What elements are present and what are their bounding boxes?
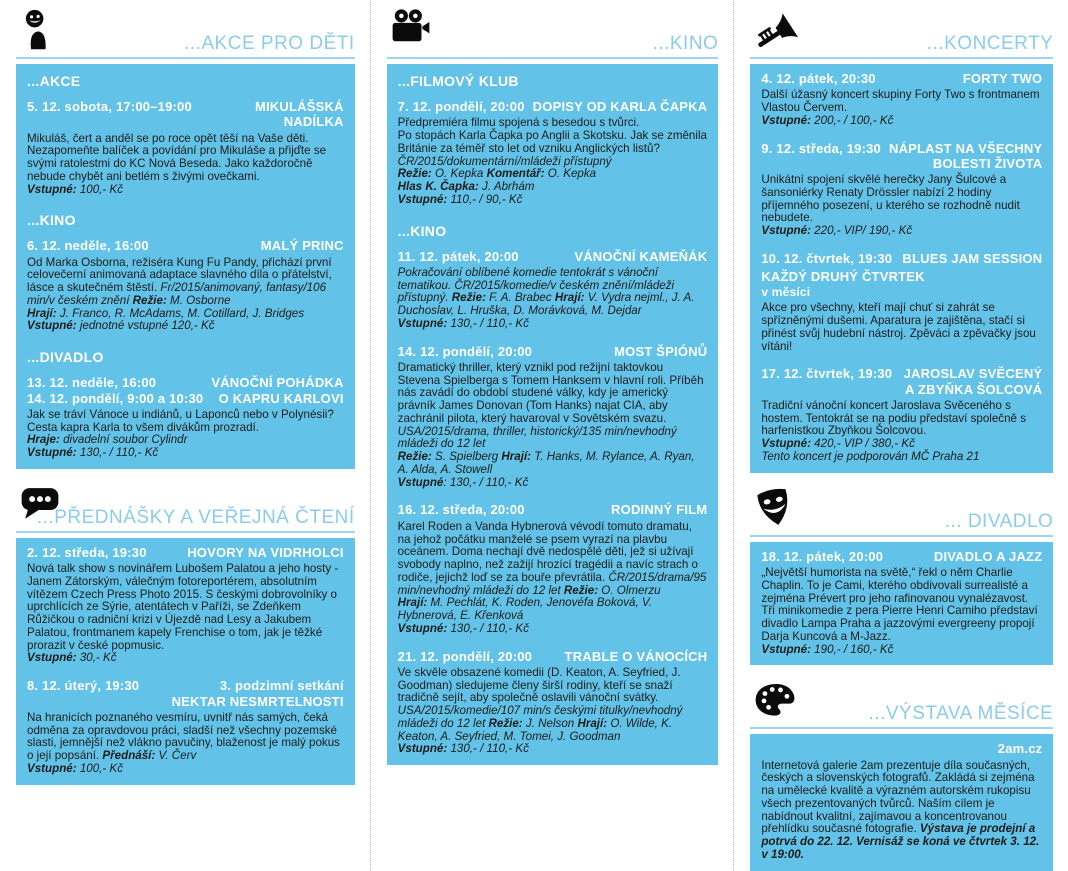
event-title-line: BLUES JAM SESSION <box>902 250 1043 266</box>
event-date: 17. 12. čtvrtek, 19:30 <box>761 366 893 382</box>
event-dates <box>761 549 883 564</box>
text-segment: Další úžasný koncert skupiny Forty Two s frontmanem Vlastou Červem. <box>761 88 1040 115</box>
event-dates <box>27 99 192 114</box>
text-segment: Vstupné: <box>761 437 815 451</box>
event-date: 16. 12. středa, 20:00 <box>397 502 525 518</box>
event-paragraph <box>27 184 344 197</box>
event-title-line: MIKULÁŠSKÁ <box>254 99 344 114</box>
event-paragraph <box>27 763 344 776</box>
text-segment: 130,- / 110,- Kč <box>450 316 529 330</box>
text-segment: jednotné vstupné 120,- Kč <box>79 319 215 333</box>
section-header <box>750 678 1053 725</box>
event-paragraph <box>761 644 1042 657</box>
text-segment: Vstupné: <box>27 446 80 460</box>
text-segment: Tradiční vánoční koncert Jaroslava Svěceného s hostem. Tentokrát se na podiu představí společně s harfenistkou Zbyňkou Šolcovou. <box>761 398 1027 438</box>
text-segment: F. A. Brabec <box>489 291 555 305</box>
text-segment: Přednáší: <box>102 749 159 763</box>
text-segment: Režie: <box>563 583 602 597</box>
event-paragraph <box>27 257 344 308</box>
text-segment: Vstupné: <box>27 651 80 665</box>
text-segment: Vstupné: <box>27 182 80 196</box>
text-segment: Režie: <box>488 716 526 730</box>
event <box>761 251 1042 353</box>
text-segment: Vstupné: <box>397 742 451 756</box>
text-segment: Unikátní spojení skvělé herečky Jany Šulcové a šansoniérky Renaty Drössler nabízí 2 hodiny příjemného posezení, u kterého se rozhodně nudit nebudete. <box>761 173 1020 225</box>
text-segment: Hrají: <box>577 716 611 730</box>
event-paragraph <box>398 743 708 756</box>
event-title-line: O KAPRU KARLOVI <box>218 390 344 406</box>
text-segment: J. Abrhám <box>482 180 535 194</box>
text-segment: 130,- / 110,- Kč <box>79 446 159 460</box>
text-segment: 130,- / 110,- Kč <box>450 742 529 756</box>
event-paragraph <box>398 477 708 490</box>
column-3 <box>733 0 1068 871</box>
section-header <box>750 8 1053 55</box>
section-header <box>387 8 719 55</box>
event-paragraph <box>27 320 344 333</box>
group-label: ...AKCE <box>27 73 81 89</box>
trumpet-icon <box>752 8 798 52</box>
text-segment: 220,- VIP/ 190,- Kč <box>814 224 913 238</box>
text-segment: J. Franco, R. McAdams, M. Cotillard, J. Bridges <box>59 306 305 320</box>
text-segment: Nová talk show s novinářem Lubošem Palatou a jeho hosty - Janem Zátorským, válečným fotoreportérem, absolutním vítězem Czech Press Photo 2015. S českými dobrovolníky o uprchlících ze Sýrie, atentátech v Paříži, se Zdeňkem Růžičkou o radniční krizi v Újezdě nad Lesy a Jakubem Palatou, frontmanem kapely Frenchise o tom, jak je těžké prorazit v české popmusic. <box>27 562 339 652</box>
text-segment: USA/2015/komedie/107 min/s českými titulky/nevhodný mládeži do 12 let <box>397 704 683 730</box>
text-segment: O. Kepka <box>547 167 597 181</box>
event-header <box>761 549 1042 564</box>
event-title <box>934 549 1042 564</box>
text-segment: T. Hanks, M. Rylance, A. Ryan, A. Alda, A. Stowell <box>397 450 695 476</box>
text-segment: Jak se tráví Vánoce u indiánů, u Laponců nebo v Polynésii? Cesta kapra Karla to všem divákům prozradí. <box>27 407 334 434</box>
event-paragraph <box>27 712 344 763</box>
event-title <box>565 649 708 664</box>
event <box>761 549 1042 657</box>
palette-icon <box>752 678 798 722</box>
event-header <box>398 649 708 664</box>
event-title <box>614 344 707 359</box>
text-segment: Hrají: <box>501 450 535 464</box>
text-segment: Vstupné: <box>761 113 815 127</box>
event-paragraph <box>398 267 708 318</box>
theater-mask-icon <box>752 486 798 532</box>
event-date: 6. 12. neděle, 16:00 <box>27 238 149 254</box>
text-segment: Režie: <box>451 291 490 305</box>
event-header <box>27 545 344 560</box>
text-segment: Vstupné: <box>27 319 80 333</box>
event-title <box>187 545 343 560</box>
group-label: ...FILMOVÝ KLUB <box>397 73 519 89</box>
event-title <box>211 375 343 406</box>
video-camera-icon <box>389 8 433 50</box>
program-section <box>750 486 1053 666</box>
text-segment: Vstupné: <box>397 192 451 206</box>
text-segment: Dramatický thriller, který vznikl pod režijní taktovkou Stevena Spielberga s Tomem Hanksem v hlavní roli. Příběh nás zavádí do období studené války, kdy je americký právník James Donovan (Tom Hanks) najat CIA, aby zachránil pilota, který havaroval v Sovětském svazu. <box>397 360 704 425</box>
event-dates <box>398 649 532 664</box>
event-title-line: BOLESTI ŽIVOTA <box>932 155 1043 171</box>
event-dates <box>761 251 892 266</box>
text-segment: Komentář: <box>486 167 548 181</box>
text-segment: Mikuláš, čert a anděl se po roce opět těší na Vaše děti. Nezapomeňte balíček a povídání pro Mikuláše a přijďte se svými ratolestmi do KC Nová Beseda. Jako každoročně nebude chybět ani betlém s živými ovečkami. <box>27 131 327 183</box>
event-title-line: RODINNÝ FILM <box>611 502 708 518</box>
program-section <box>16 482 355 785</box>
text-segment: Režie: <box>397 450 436 464</box>
event-date: 14. 12. pondělí, 9:00 a 10:30 <box>27 390 204 406</box>
program-section <box>750 678 1053 870</box>
text-segment: 200,- / 100,- Kč <box>814 113 894 127</box>
text-segment: V. Červ <box>158 749 197 763</box>
event-dates <box>27 238 149 253</box>
event-paragraph <box>761 302 1042 353</box>
event <box>398 649 708 757</box>
event-title-line: NADÍLKA <box>283 114 344 130</box>
event-paragraph <box>761 89 1042 115</box>
text-segment: Předpremiéra filmu spojená s besedou s tvůrci. <box>397 116 640 130</box>
text-segment: Pokračování oblíbené komedie tentokrát s vánoční tematikou. ČR/2015/komedie/v českém znění/mládeži přístupný. <box>397 265 675 305</box>
group-label: ...KINO <box>27 212 76 229</box>
text-segment: Vstupné: <box>761 642 815 656</box>
event-header <box>761 366 1042 397</box>
event-title <box>902 251 1042 266</box>
text-segment: Vstupné <box>397 475 444 489</box>
event-date: 18. 12. pátek, 20:00 <box>761 548 884 564</box>
event-header <box>27 99 344 130</box>
event <box>27 99 344 196</box>
event <box>398 99 708 207</box>
event <box>761 366 1042 463</box>
group-label: ...DIVADLO <box>27 349 104 366</box>
text-segment: Výstava je prodejní a potrvá do 22. 12. Vernisáž se koná ve čtvrtek 3. 12. v 19:00. <box>761 822 1040 861</box>
event-paragraph <box>398 667 708 744</box>
text-segment: Fr/2015/animovaný, fantasy/106 min/v českém znění <box>27 281 327 307</box>
event-dates <box>398 99 525 114</box>
section-rule <box>750 57 1053 59</box>
text-segment: O. Olmerzu <box>601 583 661 597</box>
child-icon <box>18 8 60 52</box>
event-date: 14. 12. pondělí, 20:00 <box>397 343 533 359</box>
text-segment: Vstupné: <box>27 761 80 775</box>
text-segment: Internetová galerie 2am prezentuje díla současných, českých a slovenských fotografů. Zakládá si zejména na umělecké kvalitě a výrazném autorském rukopisu všech prezentovaných tvůrců. Naším cílem je nabídnout kvalitní, zajímavou a koncentrovanou přehlídku současné fotografie. <box>761 758 1035 836</box>
event-paragraph <box>761 115 1042 128</box>
text-segment: 30,- Kč <box>79 651 117 665</box>
event-dates <box>761 71 875 86</box>
event-date: 8. 12. úterý, 19:30 <box>27 678 140 694</box>
event-paragraph <box>761 400 1042 438</box>
event <box>27 375 344 460</box>
text-segment: 100,- Kč <box>79 182 124 196</box>
section-title: ...VÝSTAVA MĚSÍCE <box>868 703 1054 725</box>
event-paragraph <box>27 409 344 435</box>
event-group <box>398 73 708 207</box>
section-title: ...PŘEDNÁŠKY A VEŘEJNÁ ČTENÍ <box>36 506 355 528</box>
group-label: ...KINO <box>397 222 447 239</box>
event-paragraph <box>27 652 344 665</box>
event-group <box>398 223 708 757</box>
event-paragraph <box>398 362 708 451</box>
event-group <box>761 549 1042 657</box>
event-title-line: A ZBYŇKA ŠOLCOVÁ <box>905 381 1043 397</box>
text-segment: M. Pechlát, K. Roden, Jenovéfa Boková, V. Hybnerová, E. Křenková <box>397 596 652 623</box>
event-title-line: VÁNOČNÍ POHÁDKA <box>211 375 344 391</box>
text-segment: Hrají: <box>397 596 431 610</box>
event-paragraph <box>27 563 344 652</box>
text-segment: Hrají: <box>554 291 588 305</box>
event-date: 13. 12. neděle, 16:00 <box>27 375 157 391</box>
event-paragraph <box>761 225 1042 238</box>
column-1 <box>0 0 370 871</box>
event-panel <box>16 538 355 785</box>
event-title <box>533 99 708 114</box>
text-segment: Po stopách Karla Čapka po Anglii a Skotsku. Jak se změnila Británie za téměř sto let od vzniku Anglických listů? <box>397 129 707 155</box>
event-paragraph <box>761 567 1042 644</box>
event-date: 5. 12. sobota, 17:00–19:00 <box>27 99 192 114</box>
event-header <box>398 99 708 114</box>
event-dates <box>398 249 519 264</box>
section-title: ... DIVADLO <box>944 510 1054 532</box>
event-dates <box>761 141 881 156</box>
text-segment: Vstupné: <box>761 224 815 238</box>
text-segment: 110,- / 90,- Kč <box>450 192 523 206</box>
section-rule <box>750 535 1053 537</box>
event-title-line: 3. podzimní setkání <box>219 678 344 694</box>
section-header <box>16 8 355 55</box>
text-segment: Na hranicích poznaného vesmíru, uvnitř nás samých, čeká odměna za opravdovou práci, sladší než všechny pozemské slasti, jemnější než vlákno pavučiny, blaženost je malý pokus o její popsání. <box>27 710 340 763</box>
event <box>761 141 1042 238</box>
text-segment: O. Wilde, K. Keaton, A. Seyfried, M. Tomei, J. Goodman <box>397 716 673 743</box>
section-header <box>16 482 355 529</box>
event-title <box>963 71 1043 86</box>
event-paragraph <box>398 451 708 477</box>
event-title-line: DOPISY OD KARLA ČAPKA <box>532 99 708 114</box>
event-title-line: MALÝ PRINC <box>260 238 344 254</box>
event-title-line: TRABLE O VÁNOCÍCH <box>564 648 708 664</box>
section-header <box>750 486 1053 533</box>
event-paragraph <box>761 451 1042 464</box>
event-date: 10. 12. čtvrtek, 19:30 <box>761 250 893 266</box>
event-group <box>27 349 344 460</box>
text-segment: Akce pro všechny, kteří mají chuť si zahrát se spřízněnými dušemi. Aparatura je zajištěna, stačí si přinést svůj hudební nástroj. Zpěváci a zpěvačky jsou vítáni! <box>761 301 1036 353</box>
event-title-line: NÁPLAST NA VŠECHNY <box>888 140 1043 156</box>
text-segment: 420,- VIP / 380,- Kč <box>814 437 915 451</box>
event <box>398 344 708 490</box>
text-segment: Od Marka Osborna, režiséra Kung Fu Pandy, přichází první celovečerní animovaná adaptace slavného díla o přátelství, lásce a skutečném štěstí. <box>27 255 332 295</box>
event-title <box>255 99 344 130</box>
event-subtitle: KAŽDÝ DRUHÝ ČTVRTEK <box>761 269 925 285</box>
text-segment: ČR/2015/drama/95 min/nevhodný mládeži do 12 let <box>397 570 707 597</box>
event-dates <box>27 678 139 693</box>
event-paragraph <box>398 318 708 331</box>
event <box>27 238 344 333</box>
event-dates <box>27 375 203 406</box>
event-panel <box>750 64 1053 473</box>
text-segment: ČR/2015/dokumentární/mládeži přístupný <box>397 154 612 168</box>
event-title <box>261 238 344 253</box>
event-title <box>904 366 1043 397</box>
column-2 <box>370 0 734 871</box>
event-panel <box>750 542 1053 666</box>
text-segment: J. Nelson <box>525 716 578 730</box>
event-header <box>761 141 1042 172</box>
section-title: ...KINO <box>652 33 719 54</box>
event-header <box>27 678 344 709</box>
section-rule <box>750 727 1053 729</box>
section-rule <box>16 531 355 533</box>
event-header <box>398 249 708 264</box>
event-header <box>761 741 1042 756</box>
event-panel <box>16 64 355 469</box>
text-segment: Tento koncert je podporován MČ Praha 21 <box>761 449 980 463</box>
event-date: 11. 12. pátek, 20:00 <box>397 248 519 264</box>
event-header <box>761 71 1042 86</box>
event-dates <box>398 502 525 517</box>
text-segment: USA/2015/drama, thriller, historický/135 min/nevhodný mládeži do 12 let <box>397 424 677 451</box>
event-title-line: NEKTAR NESMRTELNOSTI <box>171 693 344 709</box>
program-section <box>750 8 1053 473</box>
text-segment: Hlas K. Čapka: <box>397 180 483 194</box>
text-segment: M. Osborne <box>170 293 231 307</box>
event-panel <box>387 64 719 765</box>
event-title <box>172 678 344 709</box>
event-paragraph <box>27 447 344 460</box>
event <box>27 678 344 775</box>
text-segment: 100,- Kč <box>79 761 124 775</box>
event-paragraph <box>398 623 708 636</box>
text-segment: S. Spielberg <box>435 450 502 464</box>
event <box>398 249 708 331</box>
event <box>398 502 708 635</box>
event-date: 4. 12. pátek, 20:30 <box>761 71 876 86</box>
section-rule <box>387 57 719 59</box>
event-group <box>27 73 344 196</box>
event-paragraph <box>761 174 1042 225</box>
text-segment: V. Vydra nejml., J. A. Duchoslav, L. Hruška, D. Morávková, M. Dejdar <box>397 291 695 318</box>
program-section <box>387 8 719 765</box>
text-segment: Vstupné: <box>397 316 451 330</box>
event-paragraph <box>398 521 708 598</box>
event <box>761 71 1042 128</box>
event-date: 9. 12. středa, 19:30 <box>761 140 881 156</box>
event <box>27 545 344 665</box>
text-segment: Režie: <box>132 293 171 307</box>
event-paragraph <box>398 130 708 156</box>
text-segment: divadelní soubor Cylindr <box>63 433 188 447</box>
event-date: 21. 12. pondělí, 20:00 <box>397 648 533 664</box>
event-panel <box>750 734 1053 870</box>
event-title-line: MOST ŠPIÓNŮ <box>614 343 708 359</box>
event-group <box>27 212 344 333</box>
event <box>761 741 1042 861</box>
section-title: ...KONCERTY <box>926 33 1054 54</box>
event-date: 2. 12. středa, 19:30 <box>27 544 147 560</box>
event-group <box>761 741 1042 861</box>
event-title-line: HOVORY NA VIDRHOLCI <box>187 544 344 560</box>
text-segment: Karel Roden a Vanda Hybnerová vévodí tomuto dramatu, na jehož počátku manželé se psem vyrazí na plavbu oceánem. Doma nechají dvě nedospělé děti, jež si užívají svobody naplno, než zažijí hrozící tragédii a navíc strach o rodiče, jejichž loď se za bouře převrátila. <box>397 519 698 584</box>
text-segment: 130,- / 110,- Kč <box>450 621 529 635</box>
section-title: ...AKCE PRO DĚTI <box>184 33 355 54</box>
event-title <box>574 249 707 264</box>
text-segment: „Největší humorista na světě,“ řekl o něm Charlie Chaplin. To je Cami, kterého obdivovali surrealisté a zejména Prévert pro jeho rafinovanou vynalézavost. Tři minikomedie z pera Pierre Henri Camiho představí divadlo Lampa Praha a jazzovými evergreeny propojí Darja Kuncová a M-Jazz. <box>761 566 1038 643</box>
event-header <box>398 502 708 517</box>
text-segment: Hrají: <box>27 306 60 320</box>
event-paragraph <box>398 597 708 623</box>
event-title-line: FORTY TWO <box>962 71 1043 86</box>
section-rule <box>16 57 355 59</box>
text-segment: 190,- / 160,- Kč <box>814 642 894 656</box>
text-segment: O. Kepka <box>435 167 487 181</box>
event-title-line: 2am.cz <box>997 741 1043 757</box>
event-group <box>761 71 1042 464</box>
event-title-line: DIVADLO A JAZZ <box>933 548 1043 564</box>
event-header <box>398 344 708 359</box>
event-title <box>998 741 1043 756</box>
event-header <box>761 251 1042 266</box>
event-dates <box>398 344 532 359</box>
event-dates <box>761 366 892 381</box>
event-subtitle: v měsíci <box>761 284 811 299</box>
text-segment: Ve skvěle obsazené komedii (D. Keaton, A. Seyfried, J. Goodman) sledujeme členy širší rodiny, kteří se snaží tradičně sejít, aby společně oslavili vánoční svátky. <box>397 665 681 705</box>
event-title <box>889 141 1042 172</box>
program-section <box>16 8 355 469</box>
event-title-line: VÁNOČNÍ KAMEŇÁK <box>574 248 708 264</box>
event-date: 7. 12. pondělí, 20:00 <box>397 99 525 114</box>
event-paragraph <box>761 760 1042 862</box>
text-segment: Vstupné: <box>397 621 451 635</box>
event-paragraph <box>27 133 344 184</box>
event-title <box>611 502 707 517</box>
event-group <box>27 545 344 776</box>
event-title-line: JAROSLAV SVĚCENÝ <box>903 366 1043 382</box>
event-header <box>27 375 344 406</box>
text-segment: : 130,- / 110,- Kč <box>443 475 529 489</box>
event-paragraph <box>398 194 708 207</box>
event-header <box>27 238 344 253</box>
text-segment: Hraje: <box>27 433 64 447</box>
event-dates <box>27 545 147 560</box>
text-segment: Režie: <box>397 167 436 181</box>
